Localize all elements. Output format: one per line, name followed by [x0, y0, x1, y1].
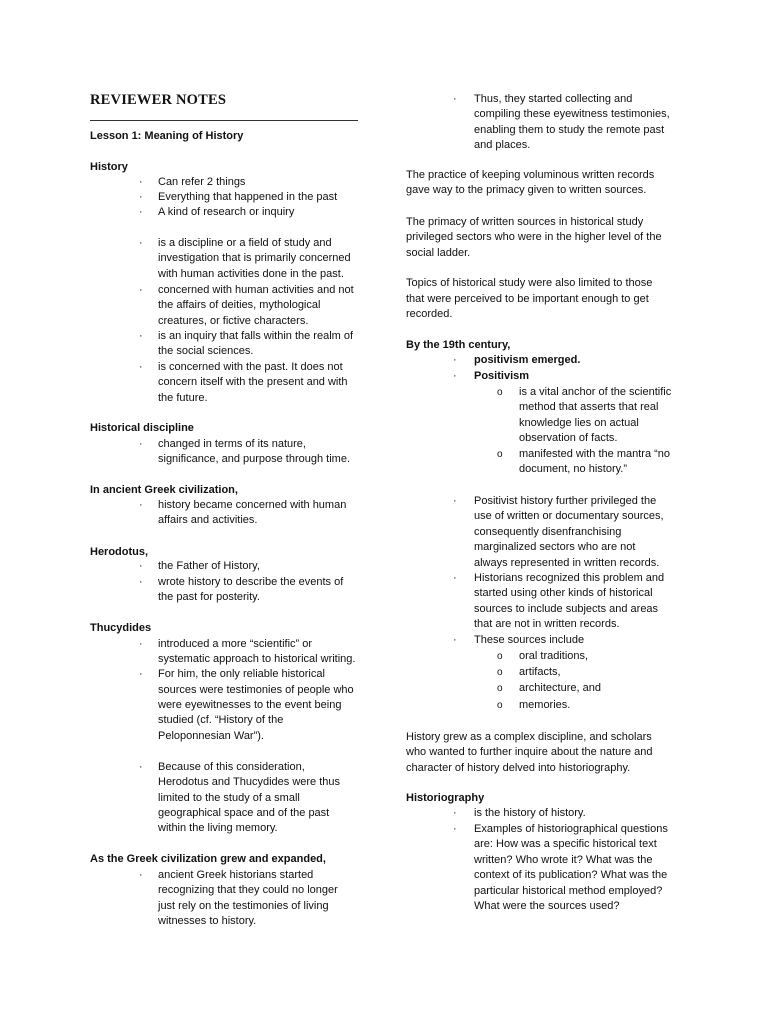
bullet: ·: [139, 869, 143, 881]
list-item: witnesses to history.: [158, 915, 257, 927]
section-heading: Historical discipline: [90, 422, 194, 434]
bullet: ·: [139, 499, 143, 511]
bullet: ·: [453, 370, 457, 382]
list-item: the affairs of deities, mythological: [158, 299, 321, 311]
list-item: concern itself with the present and with: [158, 376, 348, 388]
bullet: ·: [453, 93, 457, 105]
paragraph-line: who wanted to further inquire about the nature and: [406, 746, 653, 758]
list-item: the future.: [158, 392, 208, 404]
list-item: particular historical method employed?: [474, 885, 663, 897]
bullet: ·: [139, 284, 143, 296]
section-heading: Historiography: [406, 792, 485, 804]
sub-bullet: o: [497, 651, 503, 662]
list-item: marginalized sectors who are not: [474, 541, 636, 553]
title-divider: [90, 120, 358, 121]
bullet: ·: [139, 191, 143, 203]
paragraph-line: privileged sectors who were in the higher level of the: [406, 231, 662, 243]
section-heading: As the Greek civilization grew and expanded,: [90, 853, 326, 865]
list-item: is the history of history.: [474, 807, 586, 819]
section-heading: Thucydides: [90, 622, 152, 634]
list-item: and places.: [474, 139, 531, 151]
bullet: ·: [139, 668, 143, 680]
paragraph-line: social ladder.: [406, 247, 471, 259]
list-item: oral traditions,: [519, 650, 589, 662]
bullet: ·: [139, 638, 143, 650]
bullet: ·: [139, 237, 143, 249]
section-heading: By the 19th century,: [406, 339, 511, 351]
list-item: ancient Greek historians started: [158, 869, 314, 881]
section-heading: In ancient Greek civilization,: [90, 484, 238, 496]
list-item: knowledge lies on actual: [519, 417, 639, 429]
list-item: document, no history.”: [519, 463, 628, 475]
bullet: ·: [139, 761, 143, 773]
paragraph-line: recorded.: [406, 308, 453, 320]
list-item: is an inquiry that falls within the realm of: [158, 330, 354, 342]
list-item: recognizing that they could no longer: [158, 884, 338, 896]
bullet: ·: [139, 361, 143, 373]
list-item: Herodotus and Thucydides were thus: [158, 776, 341, 788]
list-item: A kind of research or inquiry: [158, 206, 295, 218]
list-item: Peloponnesian War”).: [158, 730, 264, 742]
list-item: consequently disenfranchising: [474, 526, 622, 538]
list-item: Positivist history further privileged the: [474, 495, 657, 507]
list-item: limited to the study of a small: [158, 792, 300, 804]
paragraph-line: character of history delved into historiography.: [406, 762, 631, 774]
list-item: just rely on the testimonies of living: [158, 900, 329, 912]
bullet: ·: [139, 176, 143, 188]
list-item: the past for posterity.: [158, 591, 260, 603]
list-item: context of its publication? What was the: [474, 869, 668, 881]
list-item: positivism emerged.: [474, 354, 581, 366]
list-item: wrote history to describe the events of: [158, 576, 344, 588]
list-item: written? Who wrote it? What was the: [474, 854, 653, 866]
bullet: ·: [453, 823, 457, 835]
history-heading: History: [90, 161, 128, 173]
list-item: the social sciences.: [158, 345, 254, 357]
bullet: ·: [453, 634, 457, 646]
list-item: observation of facts.: [519, 432, 618, 444]
list-item: are: How was a specific historical text: [474, 838, 657, 850]
bullet: ·: [453, 495, 457, 507]
bullet: ·: [139, 560, 143, 572]
list-item: manifested with the mantra “no: [519, 448, 671, 460]
sub-bullet: o: [497, 683, 503, 694]
list-item: systematic approach to historical writing.: [158, 653, 356, 665]
list-item: Because of this consideration,: [158, 761, 305, 773]
bullet: ·: [453, 572, 457, 584]
sub-bullet: o: [497, 667, 503, 678]
page-title: REVIEWER NOTES: [90, 92, 227, 108]
list-item: were eyewitnesses to the event being: [158, 699, 342, 711]
list-item: history became concerned with human: [158, 499, 347, 511]
list-item: compiling these eyewitness testimonies,: [474, 108, 670, 120]
list-item: is a vital anchor of the scientific: [519, 386, 672, 398]
bullet: ·: [453, 354, 457, 366]
list-item: studied (cf. “History of the: [158, 714, 284, 726]
list-item: geographical space and of the past: [158, 807, 330, 819]
list-item: artifacts,: [519, 666, 561, 678]
lesson-heading: Lesson 1: Meaning of History: [90, 130, 244, 142]
list-item: within the living memory.: [158, 822, 278, 834]
bullet: ·: [453, 807, 457, 819]
list-item: sources to include subjects and areas: [474, 603, 659, 615]
list-item: Positivism: [474, 370, 530, 382]
list-item: changed in terms of its nature,: [158, 438, 306, 450]
bullet: ·: [139, 438, 143, 450]
bullet: ·: [139, 206, 143, 218]
list-item: the Father of History,: [158, 560, 260, 572]
paragraph-line: History grew as a complex discipline, and scholars: [406, 731, 652, 743]
list-item: introduced a more “scientific” or: [158, 638, 313, 650]
list-item: enabling them to study the remote past: [474, 124, 665, 136]
list-item: with human activities done in the past.: [158, 268, 344, 280]
list-item: investigation that is primarily concerned: [158, 252, 351, 264]
list-item: sources were testimonies of people who: [158, 684, 354, 696]
sub-bullet: o: [497, 449, 503, 460]
list-item: concerned with human activities and not: [158, 284, 354, 296]
list-item: These sources include: [474, 634, 585, 646]
list-item: is concerned with the past. It does not: [158, 361, 343, 373]
list-item: architecture, and: [519, 682, 601, 694]
bullet: ·: [139, 330, 143, 342]
list-item: Can refer 2 things: [158, 176, 246, 188]
list-item: Thus, they started collecting and: [474, 93, 633, 105]
section-heading: Herodotus,: [90, 546, 149, 558]
list-item: What were the sources used?: [474, 900, 620, 912]
bullet: ·: [139, 576, 143, 588]
list-item: memories.: [519, 699, 571, 711]
paragraph-line: that were perceived to be important enough to get: [406, 293, 649, 305]
list-item: Historians recognized this problem and: [474, 572, 665, 584]
paragraph-line: The practice of keeping voluminous written records: [406, 169, 655, 181]
sub-bullet: o: [497, 387, 503, 398]
paragraph-line: The primacy of written sources in historical study: [406, 216, 644, 228]
paragraph-line: Topics of historical study were also limited to those: [406, 277, 653, 289]
list-item: is a discipline or a field of study and: [158, 237, 332, 249]
list-item: significance, and purpose through time.: [158, 453, 351, 465]
paragraph-line: gave way to the primacy given to written sources.: [406, 184, 647, 196]
list-item: always represented in written records.: [474, 557, 660, 569]
sub-bullet: o: [497, 700, 503, 711]
list-item: method that asserts that real: [519, 401, 659, 413]
list-item: started using other kinds of historical: [474, 587, 653, 599]
list-item: Everything that happened in the past: [158, 191, 338, 203]
list-item: Examples of historiographical questions: [474, 823, 668, 835]
list-item: affairs and activities.: [158, 514, 258, 526]
list-item: For him, the only reliable historical: [158, 668, 325, 680]
list-item: creatures, or fictive characters.: [158, 315, 309, 327]
list-item: use of written or documentary sources,: [474, 510, 664, 522]
list-item: that are not in written records.: [474, 618, 620, 630]
